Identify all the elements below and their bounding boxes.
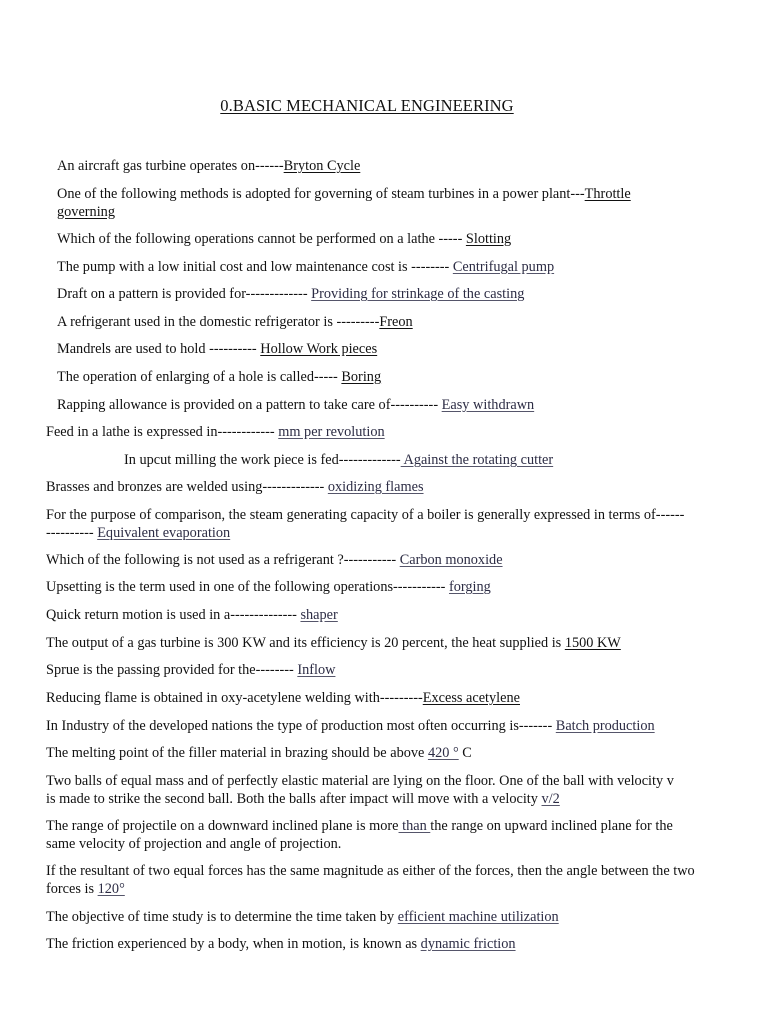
question-text: Upsetting is the term used in one of the following operations----------- — [46, 579, 449, 595]
question-text: Reducing flame is obtained in oxy-acetylene welding with--------- — [46, 690, 423, 706]
question-9 — [57, 397, 697, 415]
question-15 — [46, 579, 706, 597]
question-25 — [46, 909, 706, 927]
question-20 — [46, 718, 706, 736]
answer-text: Slotting — [465, 231, 512, 247]
question-26 — [46, 936, 706, 954]
question-text: Two balls of equal mass and of perfectly elastic material are lying on the floor. One of the ball with velocity v is made to strike the second ball. Both the balls after impact will move with a velocity — [46, 773, 674, 807]
question-16 — [46, 607, 706, 625]
answer-text: Inflow — [297, 662, 336, 678]
question-23 — [46, 818, 696, 853]
question-text: The operation of enlarging of a hole is called----- — [57, 369, 342, 385]
answer-text: Providing for strinkage of the casting — [311, 286, 525, 302]
answer-text: v/2 — [541, 790, 560, 807]
answer-text: shaper — [300, 607, 338, 623]
question-10 — [46, 424, 706, 442]
question-text: In upcut milling the work piece is fed------------- — [124, 452, 401, 468]
question-4 — [57, 259, 697, 277]
question-11 — [124, 452, 724, 470]
question-text: A refrigerant used in the domestic refrigerator is --------- — [57, 314, 380, 330]
question-8 — [57, 369, 697, 387]
question-text: Mandrels are used to hold ---------- — [57, 341, 261, 357]
question-text: The friction experienced by a body, when in motion, is known as — [46, 936, 421, 952]
question-text: The objective of time study is to determine the time taken by — [46, 909, 398, 925]
question-6 — [57, 314, 697, 332]
answer-text: efficient machine utilization — [397, 909, 559, 925]
question-text: An aircraft gas turbine operates on------ — [57, 158, 284, 174]
answer-text: Hollow Work pieces — [260, 341, 378, 357]
question-17 — [46, 635, 706, 653]
answer-text: Equivalent evaporation — [97, 524, 231, 541]
question-text: The output of a gas turbine is 300 KW and its efficiency is 20 percent, the heat supplied is — [46, 635, 565, 651]
answer-text: 1500 KW — [564, 635, 621, 651]
question-21 — [46, 745, 706, 763]
question-24 — [46, 863, 716, 898]
answer-text: forging — [448, 579, 491, 595]
answer-text: Throttle governing — [57, 186, 631, 220]
answer-text: Easy withdrawn — [441, 397, 535, 413]
question-text: Rapping allowance is provided on a pattern to take care of---------- — [57, 397, 442, 413]
answer-text: 120° — [97, 880, 125, 897]
question-text: The pump with a low initial cost and low maintenance cost is -------- — [57, 259, 453, 275]
question-text: Brasses and bronzes are welded using------------- — [46, 479, 328, 495]
question-3 — [57, 231, 697, 249]
question-2 — [57, 186, 677, 221]
question-22 — [46, 773, 676, 808]
question-text: If the resultant of two equal forces has the same magnitude as either of the forces, then the angle between the two forces is — [46, 863, 695, 897]
answer-text: 420 ° — [427, 745, 459, 761]
answer-text: Against the rotating cutter — [400, 452, 554, 468]
question-text: Which of the following is not used as a refrigerant ?----------- — [46, 552, 400, 568]
answer-text: mm per revolution — [278, 424, 385, 440]
question-text: The melting point of the filler material in brazing should be above — [46, 745, 428, 761]
answer-text: oxidizing flames — [327, 479, 424, 495]
question-text: One of the following methods is adopted for governing of steam turbines in a power plant--- — [57, 186, 585, 202]
question-text: The range of projectile on a downward inclined plane is more — [46, 818, 399, 834]
document-title — [0, 96, 734, 116]
answer-text: than — [398, 818, 431, 834]
answer-text: Boring — [341, 369, 382, 385]
question-text: Sprue is the passing provided for the-------- — [46, 662, 298, 678]
question-text: Feed in a lathe is expressed in------------ — [46, 424, 279, 440]
answer-text: Excess acetylene — [422, 690, 520, 706]
question-text: In Industry of the developed nations the type of production most often occurring is------- — [46, 718, 556, 734]
question-7 — [57, 341, 697, 359]
question-text: Quick return motion is used in a-------------- — [46, 607, 301, 623]
question-5 — [57, 286, 697, 304]
answer-text: Carbon monoxide — [399, 552, 503, 568]
answer-text: dynamic friction — [420, 936, 516, 952]
answer-text: Bryton Cycle — [283, 158, 361, 174]
answer-text: Freon — [379, 314, 413, 330]
question-19 — [46, 690, 706, 708]
question-text: For the purpose of comparison, the steam generating capacity of a boiler is generally expressed in terms of---------------- — [46, 507, 685, 541]
question-text: Draft on a pattern is provided for------------- — [57, 286, 312, 302]
question-13 — [46, 507, 686, 542]
answer-suffix: C — [458, 745, 472, 761]
question-12 — [46, 479, 706, 497]
answer-text: Batch production — [555, 718, 655, 734]
question-1 — [57, 158, 697, 176]
question-18 — [46, 662, 706, 680]
question-14 — [46, 552, 706, 570]
answer-suffix: the range on upward inclined plane for the same velocity of projection and angle of projection. — [46, 818, 673, 852]
answer-text: Centrifugal pump — [452, 259, 555, 275]
question-text: Which of the following operations cannot be performed on a lathe ----- — [57, 231, 466, 247]
document-title-text: 0.BASIC MECHANICAL ENGINEERING — [220, 96, 514, 115]
